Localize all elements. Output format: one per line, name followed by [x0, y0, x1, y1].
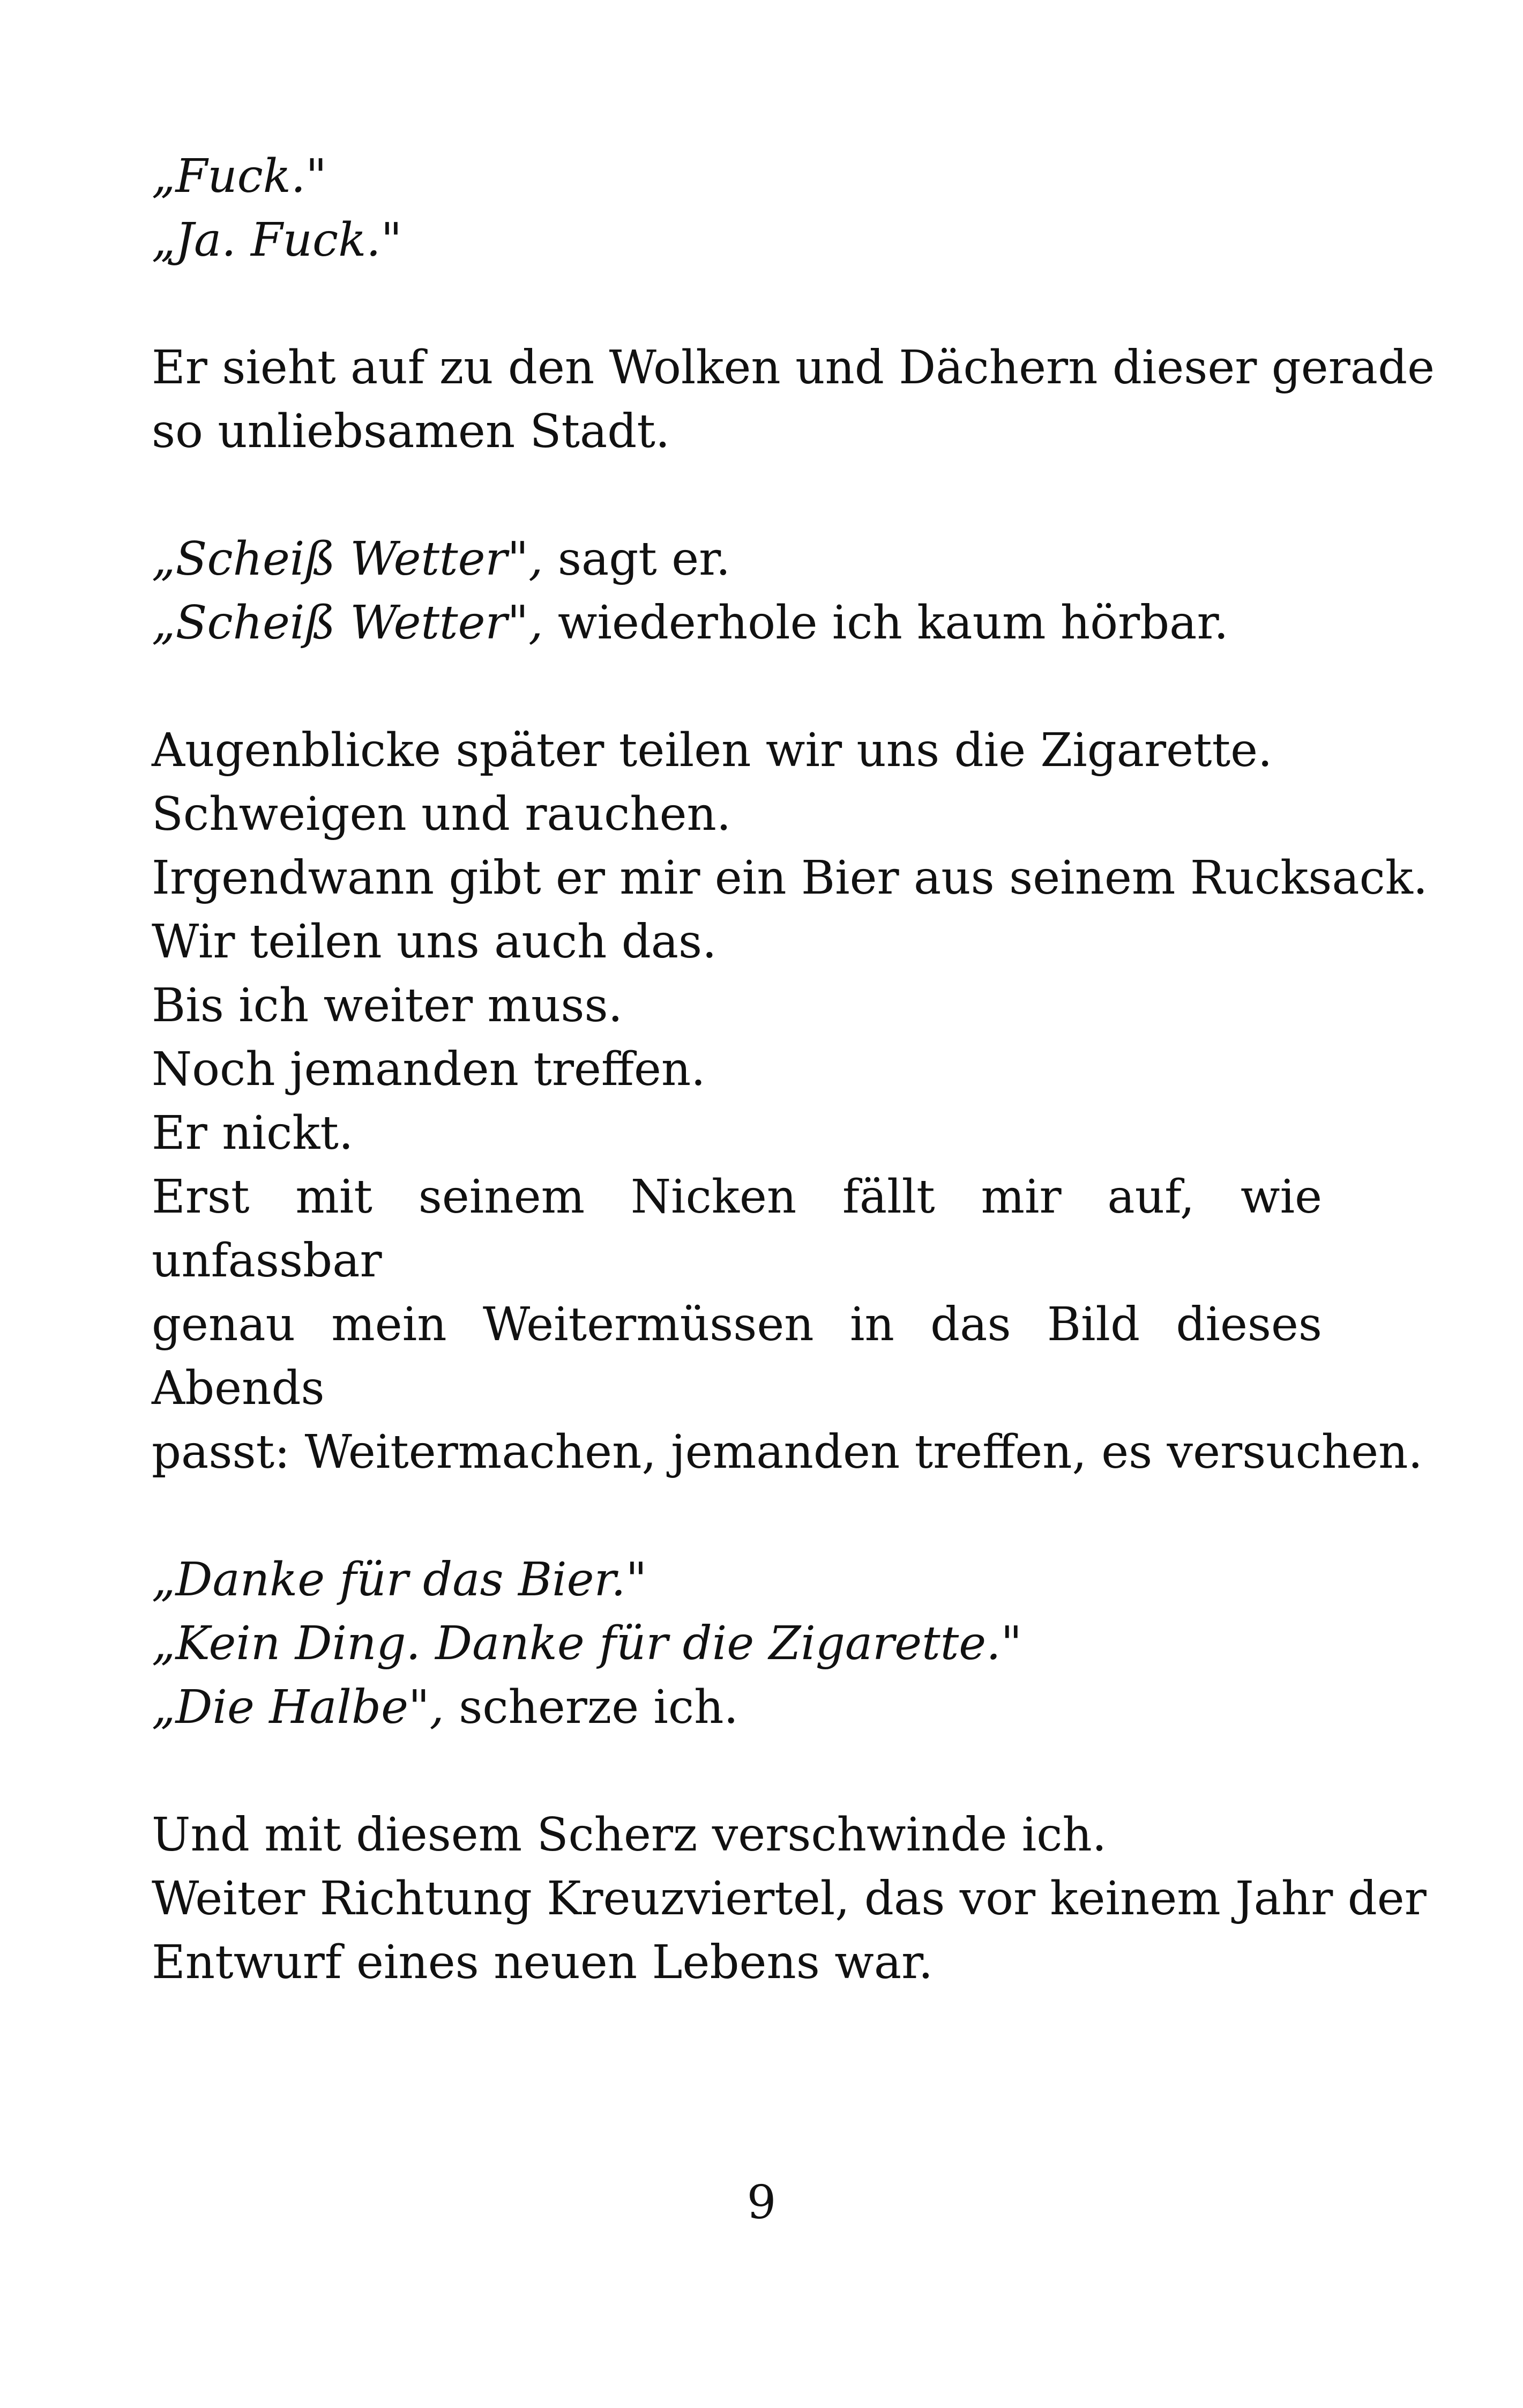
italic-speech: „Danke für das Bier." — [152, 1553, 647, 1607]
paragraph-3 — [152, 527, 1322, 655]
text-line — [152, 1038, 1322, 1102]
text-line — [152, 1803, 1322, 1867]
italic-speech: „Scheiß Wetter", — [152, 532, 543, 586]
line-text: passt: Weitermachen, jemanden treffen, es versuchen. — [152, 1425, 1423, 1479]
text-line — [152, 1867, 1427, 1931]
line-text: Entwurf eines neuen Lebens war. — [152, 1936, 934, 1989]
line-text: Weiter Richtung Kreuzviertel, das vor keinem Jahr der — [152, 1872, 1427, 1926]
paragraph-5 — [152, 1548, 1322, 1740]
line-text: genau mein Weitermüssen in das Bild dieses Abends — [152, 1298, 1322, 1415]
italic-speech: „Die Halbe", — [152, 1681, 444, 1734]
text-line — [152, 145, 1322, 209]
text-line — [152, 591, 1322, 655]
line-text: Schweigen und rauchen. — [152, 787, 731, 841]
line-text: Er sieht auf zu den Wolken und Dächern dieser gerade — [152, 341, 1435, 395]
line-text: Wir teilen uns auch das. — [152, 915, 717, 969]
paragraph-2 — [152, 336, 1435, 464]
italic-speech: „Scheiß Wetter", — [152, 596, 543, 650]
text-line — [152, 1421, 1423, 1484]
line-text: wiederhole ich kaum hörbar. — [543, 596, 1229, 650]
text-line — [152, 1676, 1322, 1740]
text-line — [152, 1293, 1322, 1421]
paragraph-6 — [152, 1803, 1427, 1995]
text-line — [152, 974, 1322, 1038]
italic-speech: „Ja. Fuck." — [152, 213, 402, 267]
page-number: 9 — [746, 2176, 777, 2229]
line-text: Und mit diesem Scherz verschwinde ich. — [152, 1808, 1107, 1862]
line-text: Irgendwann gibt er mir ein Bier aus seinem Rucksack. — [152, 851, 1428, 905]
text-line — [152, 846, 1428, 910]
line-text: scherze ich. — [444, 1681, 738, 1734]
line-text: sagt er. — [543, 532, 731, 586]
line-text: so unliebsamen Stadt. — [152, 405, 670, 458]
text-line — [152, 783, 1322, 846]
text-line — [152, 910, 1322, 974]
line-text: Augenblicke später teilen wir uns die Zigarette. — [152, 724, 1273, 777]
line-text: Noch jemanden treffen. — [152, 1043, 706, 1096]
paragraph-4 — [152, 719, 1428, 1484]
text-line — [152, 527, 1322, 591]
text-line — [152, 1931, 1322, 1995]
body-text — [152, 145, 1435, 2058]
text-line — [152, 1548, 1322, 1612]
line-text: Er nickt. — [152, 1106, 354, 1160]
italic-speech: „Fuck." — [152, 150, 327, 203]
italic-speech: „Kein Ding. Danke für die Zigarette." — [152, 1617, 1022, 1670]
text-line — [152, 400, 1322, 464]
paragraph-1 — [152, 145, 1322, 272]
line-text: Erst mit seinem Nicken fällt mir auf, wie unfassbar — [152, 1170, 1322, 1288]
line-text: Bis ich weiter muss. — [152, 979, 623, 1032]
text-line — [152, 209, 1322, 272]
text-line — [152, 1165, 1322, 1293]
text-line — [152, 719, 1322, 783]
text-line — [152, 1612, 1322, 1676]
text-line — [152, 336, 1435, 400]
text-line — [152, 1102, 1322, 1165]
